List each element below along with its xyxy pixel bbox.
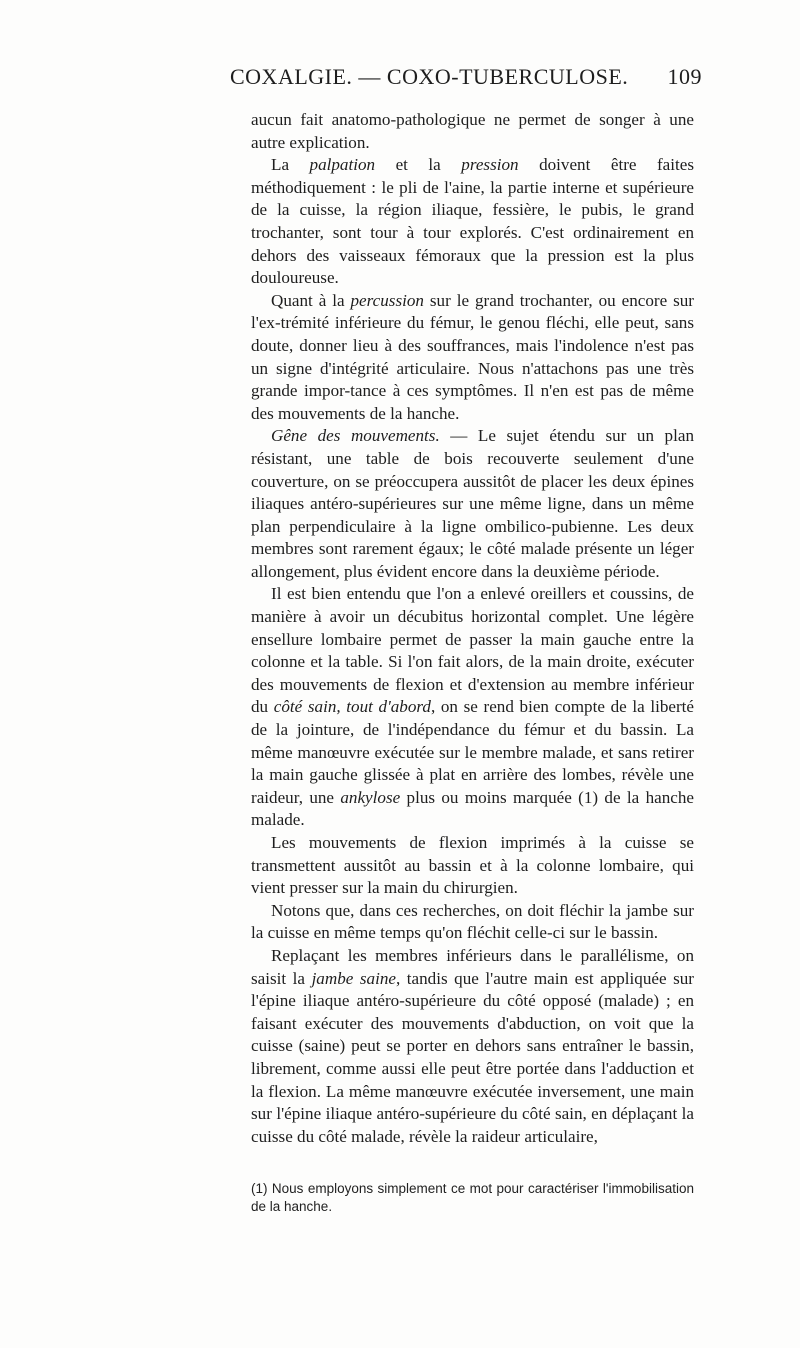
paragraph-percussion: Quant à la percussion sur le grand trochanter, ou encore sur l'ex-trémité inférieure du fémur, le genou fléchi, elle peut, sans doute, donner lieu à des souffrances, mais l'indolence n'est pas un signe d'intégrité articulaire. Nous n'attachons pas une très grande impor-tance à ces symptômes. Il n'en est pas de même des mouvements de la hanche. (251, 290, 694, 423)
page-header (160, 64, 702, 96)
footnote-text: Nous employons simplement ce mot pour caractériser l'immobilisation de la hanche. (251, 1181, 694, 1214)
running-title: COXALGIE. — COXO-TUBERCULOSE. (230, 64, 629, 89)
paragraph-palpation: La palpation et la pression doivent être faites méthodiquement : le pli de l'aine, la partie interne et supérieure de la cuisse, la région iliaque, fessière, le pubis, le grand trochanter, sont tour à tour explorés. C'est ordinairement en dehors des vaisseaux fémoraux que la pression est la plus douloureuse. (251, 155, 694, 288)
body-text (251, 109, 694, 1148)
page-number: 109 (667, 64, 702, 89)
footnote (251, 1180, 694, 1216)
section-heading: Gêne des mouvements. (271, 426, 440, 446)
footnote-marker: (1) (251, 1181, 268, 1196)
paragraph-decubitus: Il est bien entendu que l'on a enlevé oreillers et coussins, de manière à avoir un décubitus horizontal complet. Une légère ensellure lombaire permet de passer la main gauche entre la colonne et la table. Si l'on fait alors, de la main droite, exécuter des mouvements de flexion et d'extension au membre inférieur du côté sain, tout d'abord, on se rend bien compte de la liberté de la jointure, de l'indépendance du fémur et du bassin. La même manœuvre exécutée sur le membre malade, et sans retirer la main gauche glissée à plat en arrière des lombes, révèle une raideur, une ankylose plus ou moins marquée (1) de la hanche malade. (251, 584, 695, 830)
paragraph-flexion: Les mouvements de flexion imprimés à la cuisse se transmettent aussitôt au bassin et à la colonne lombaire, qui vient presser sur la main du chirurgien. (251, 833, 694, 898)
paragraph-replacant: Replaçant les membres inférieurs dans le parallélisme, on saisit la jambe saine, tandis que l'autre main est appliquée sur l'épine iliaque antéro-supérieure du côté opposé (malade) ; en faisant exécuter des mouvements d'abduction, on voit que la cuisse (saine) peut se porter en dehors sans entraîner le bassin, librement, comme aussi elle peut être portée dans l'adduction et la flexion. La même manœuvre exécutée inversement, une main sur l'épine iliaque antéro-supérieure du côté sain, en déplaçant la cuisse du côté malade, révèle la raideur articulaire, (251, 945, 695, 1146)
paragraph-gene-mouvements: Gêne des mouvements. — Le sujet étendu sur un plan résistant, une table de bois recouverte seulement d'une couverture, on se préoccupera aussitôt de placer les deux épines iliaques antéro-supérieures sur une même ligne, dans un même plan perpendiculaire à la ligne ombilico-pubienne. Les deux membres sont rarement égaux; le côté malade présente un léger allongement, plus évident encore dans la deuxième période. (251, 426, 694, 581)
paragraph-notons: Notons que, dans ces recherches, on doit fléchir la jambe sur la cuisse en même temps qu'on fléchit celle-ci sur le bassin. (251, 900, 694, 943)
paragraph-continuation: aucun fait anatomo-pathologique ne permet de songer à une autre explication. (251, 110, 694, 152)
